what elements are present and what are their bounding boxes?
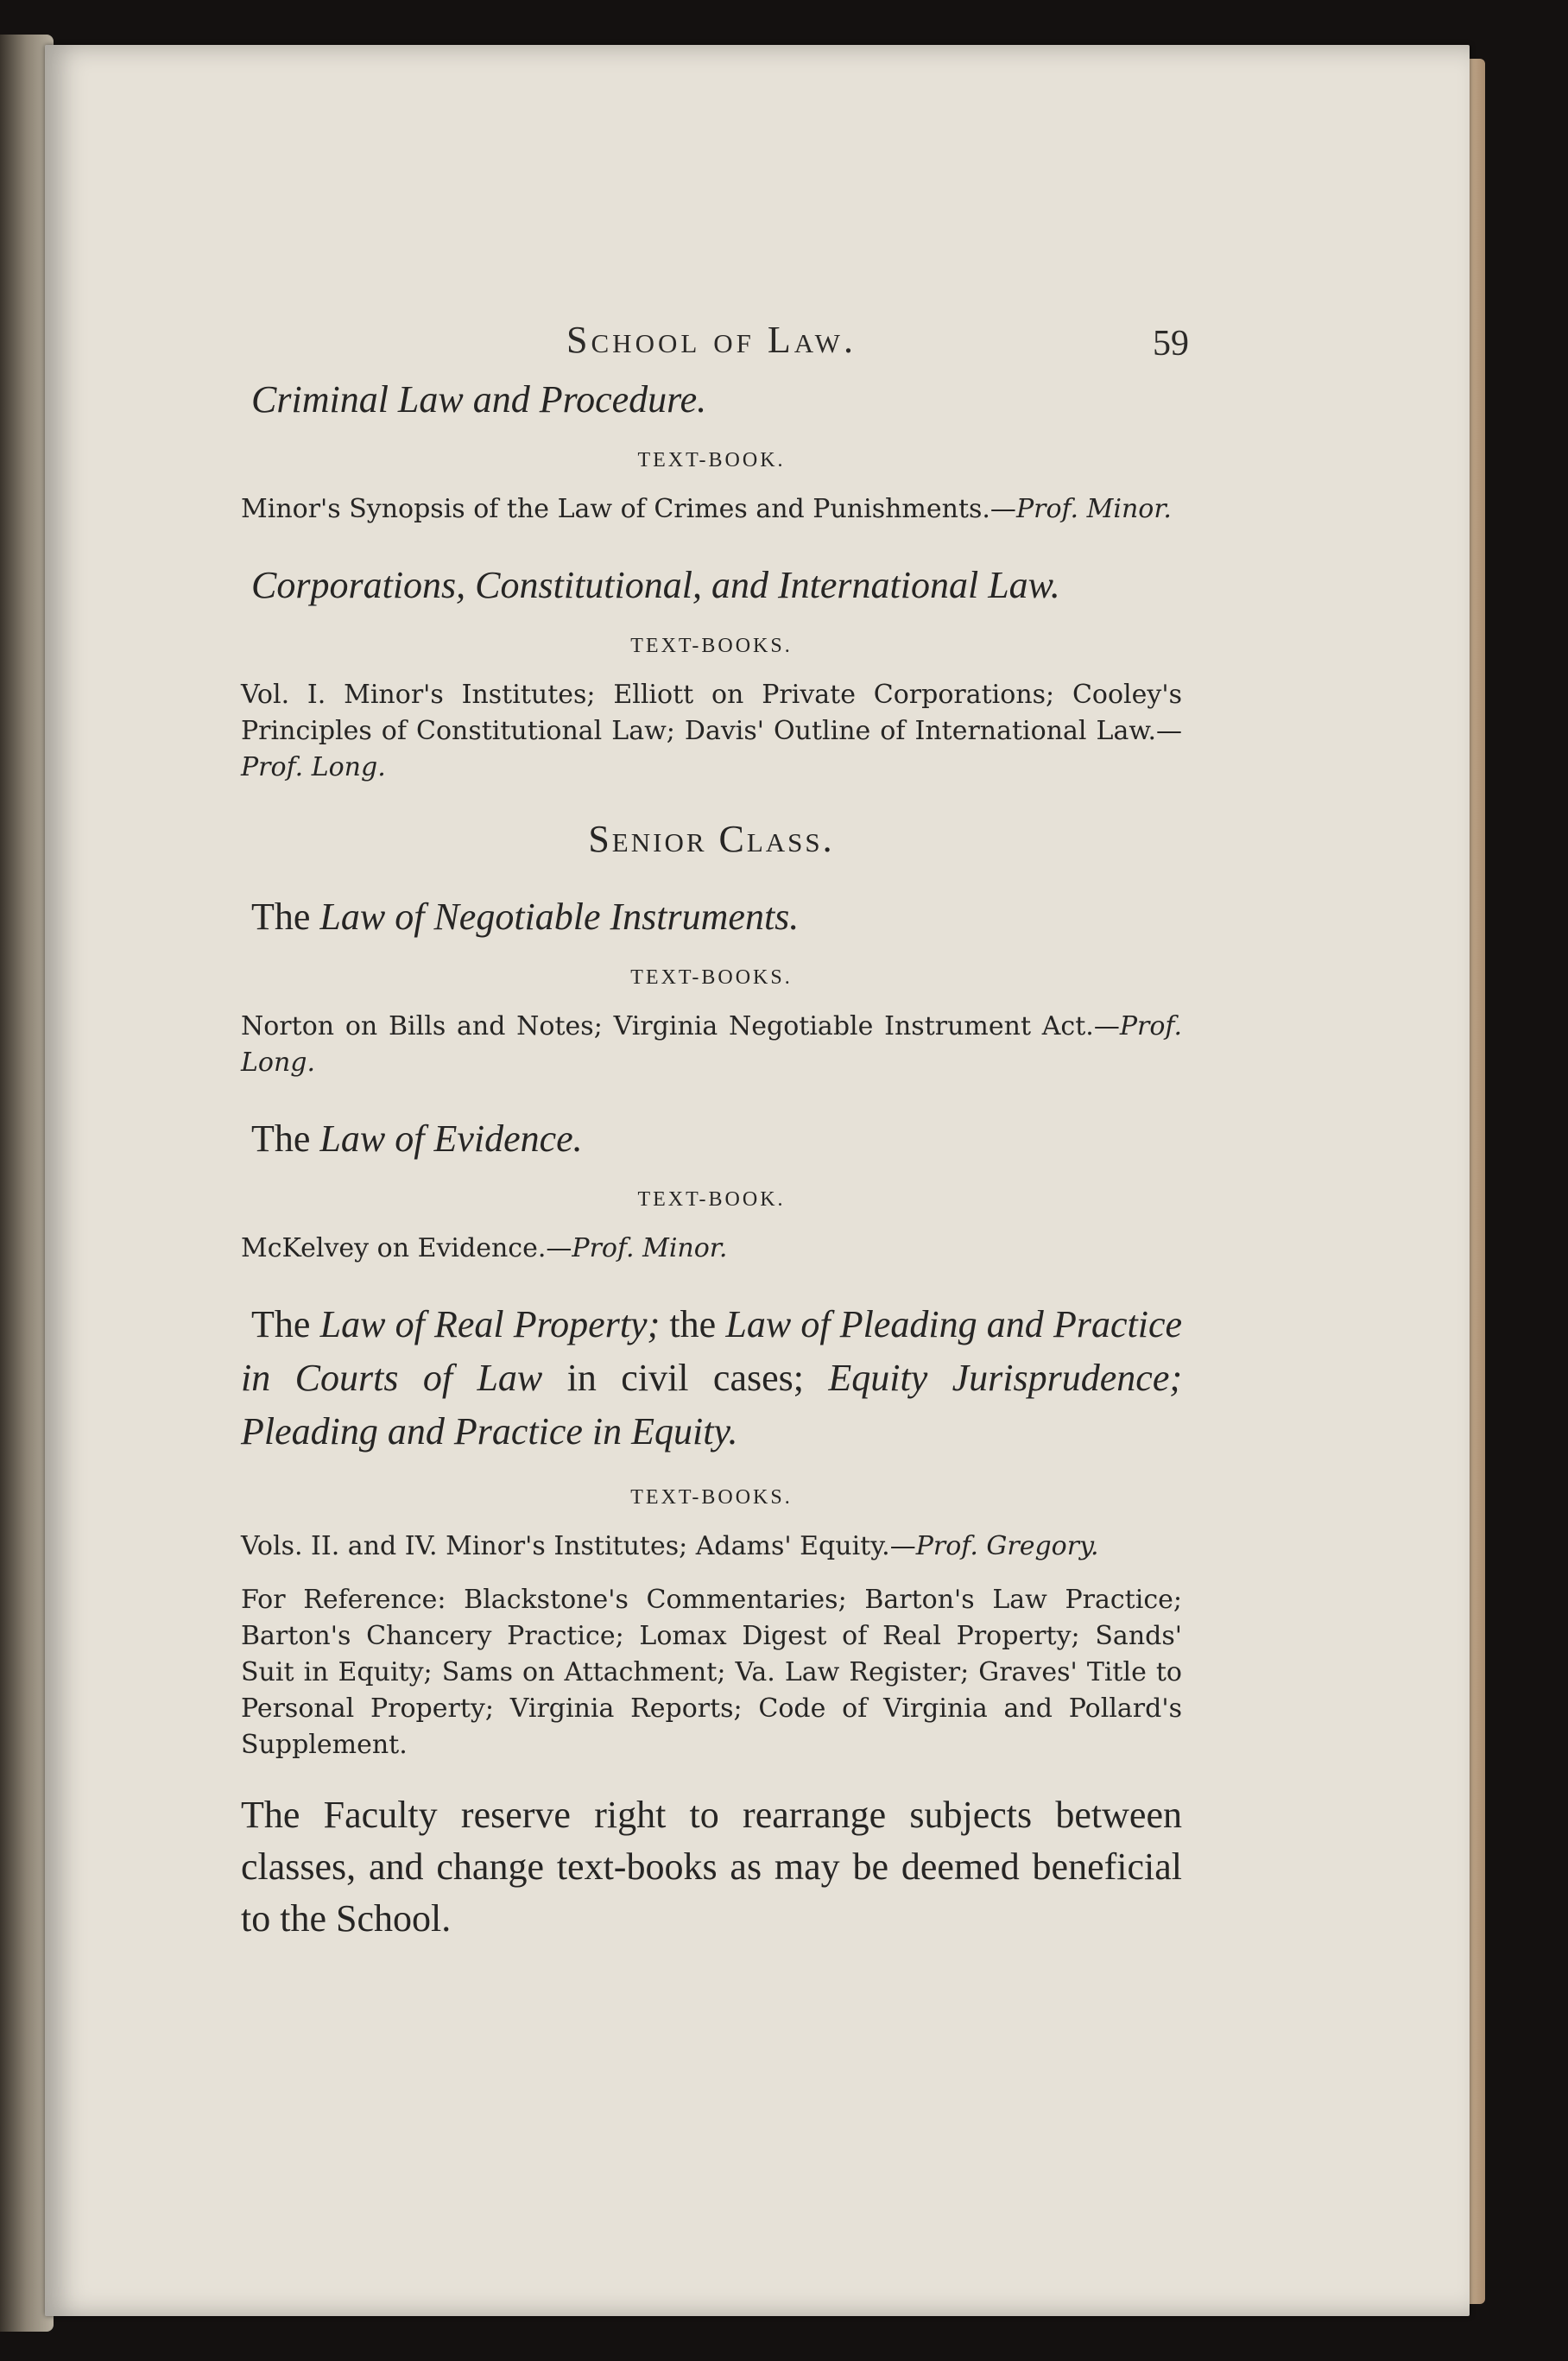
subject-real-property-equity: [241, 1298, 1182, 1459]
textbook-label: TEXT-BOOK.: [637, 449, 786, 472]
subject-connector: the: [669, 1303, 717, 1345]
subject-negotiable-instruments: [251, 890, 1182, 944]
textbook-text: Norton on Bills and Notes; Virginia Negotiable Instrument Act.—: [241, 1011, 1120, 1041]
subject-prefix: The: [251, 896, 311, 938]
professor-name: Prof. Minor.: [1015, 494, 1172, 524]
reference-list: For Reference: Blackstone's Commentaries; Barton's Law Practice; Barton's Chancery Practice; Lomax Digest of Real Property; Sands' Suit in Equity; Sams on Attachment; Va. Law Register; Graves' Title to Personal Property; Virginia Reports; Code of Virginia and Pollard's Supplement.: [241, 1585, 1182, 1760]
subject-title: Law of Evidence.: [319, 1117, 583, 1160]
page-content: [241, 278, 1189, 1983]
faculty-note: The Faculty reserve right to rearrange subjects between classes, and change text-books as may be deemed beneficial to the School.: [241, 1794, 1182, 1940]
subject-title: Law of Pleading and Practice in Courts of Law: [241, 1303, 1183, 1399]
professor-name: Prof. Long.: [241, 1011, 1182, 1078]
textbook-text: Minor's Synopsis of the Law of Crimes and Punishments.—: [241, 494, 1016, 524]
subject-prefix: The: [251, 1303, 311, 1345]
subject-corporations: Corporations, Constitutional, and International Law.: [251, 564, 1060, 606]
textbook-label: TEXT-BOOK.: [637, 1188, 786, 1211]
textbooks-label: TEXT-BOOKS.: [630, 1486, 793, 1509]
subject-connector: in civil cases;: [566, 1357, 804, 1399]
book-page: [45, 45, 1470, 2316]
senior-class-heading: Senior Class.: [588, 818, 835, 860]
textbook-text: McKelvey on Evidence.—: [241, 1233, 572, 1263]
textbooks-label: TEXT-BOOKS.: [630, 966, 793, 989]
running-title: School of Law.: [566, 319, 857, 361]
subject-title: Law of Real Property;: [319, 1303, 661, 1345]
textbook-entry: [241, 1009, 1182, 1081]
textbook-text: Vols. II. and IV. Minor's Institutes; Adams' Equity.—: [241, 1531, 916, 1561]
textbook-text: Vol. I. Minor's Institutes; Elliott on Private Corporations; Cooley's Principles of Constitutional Law; Davis' Outline of International Law.—: [241, 680, 1182, 746]
subject-evidence: [251, 1112, 1182, 1166]
textbook-entry: [241, 1529, 1182, 1565]
page-number: 59: [1153, 324, 1189, 364]
professor-name: Prof. Gregory.: [915, 1531, 1099, 1561]
running-head: [241, 278, 1189, 373]
textbook-entry: [241, 1231, 1182, 1267]
textbooks-label: TEXT-BOOKS.: [630, 635, 793, 657]
textbook-entry: [241, 491, 1182, 528]
subject-title: Equity Jurisprudence; Pleading and Practice in Equity.: [241, 1357, 1183, 1453]
professor-name: Prof. Long.: [241, 752, 386, 782]
subject-prefix: The: [251, 1117, 311, 1160]
subject-criminal-law: Criminal Law and Procedure.: [251, 378, 707, 421]
professor-name: Prof. Minor.: [572, 1233, 728, 1263]
subject-title: Law of Negotiable Instruments.: [319, 896, 800, 938]
textbook-entry: [241, 677, 1182, 786]
